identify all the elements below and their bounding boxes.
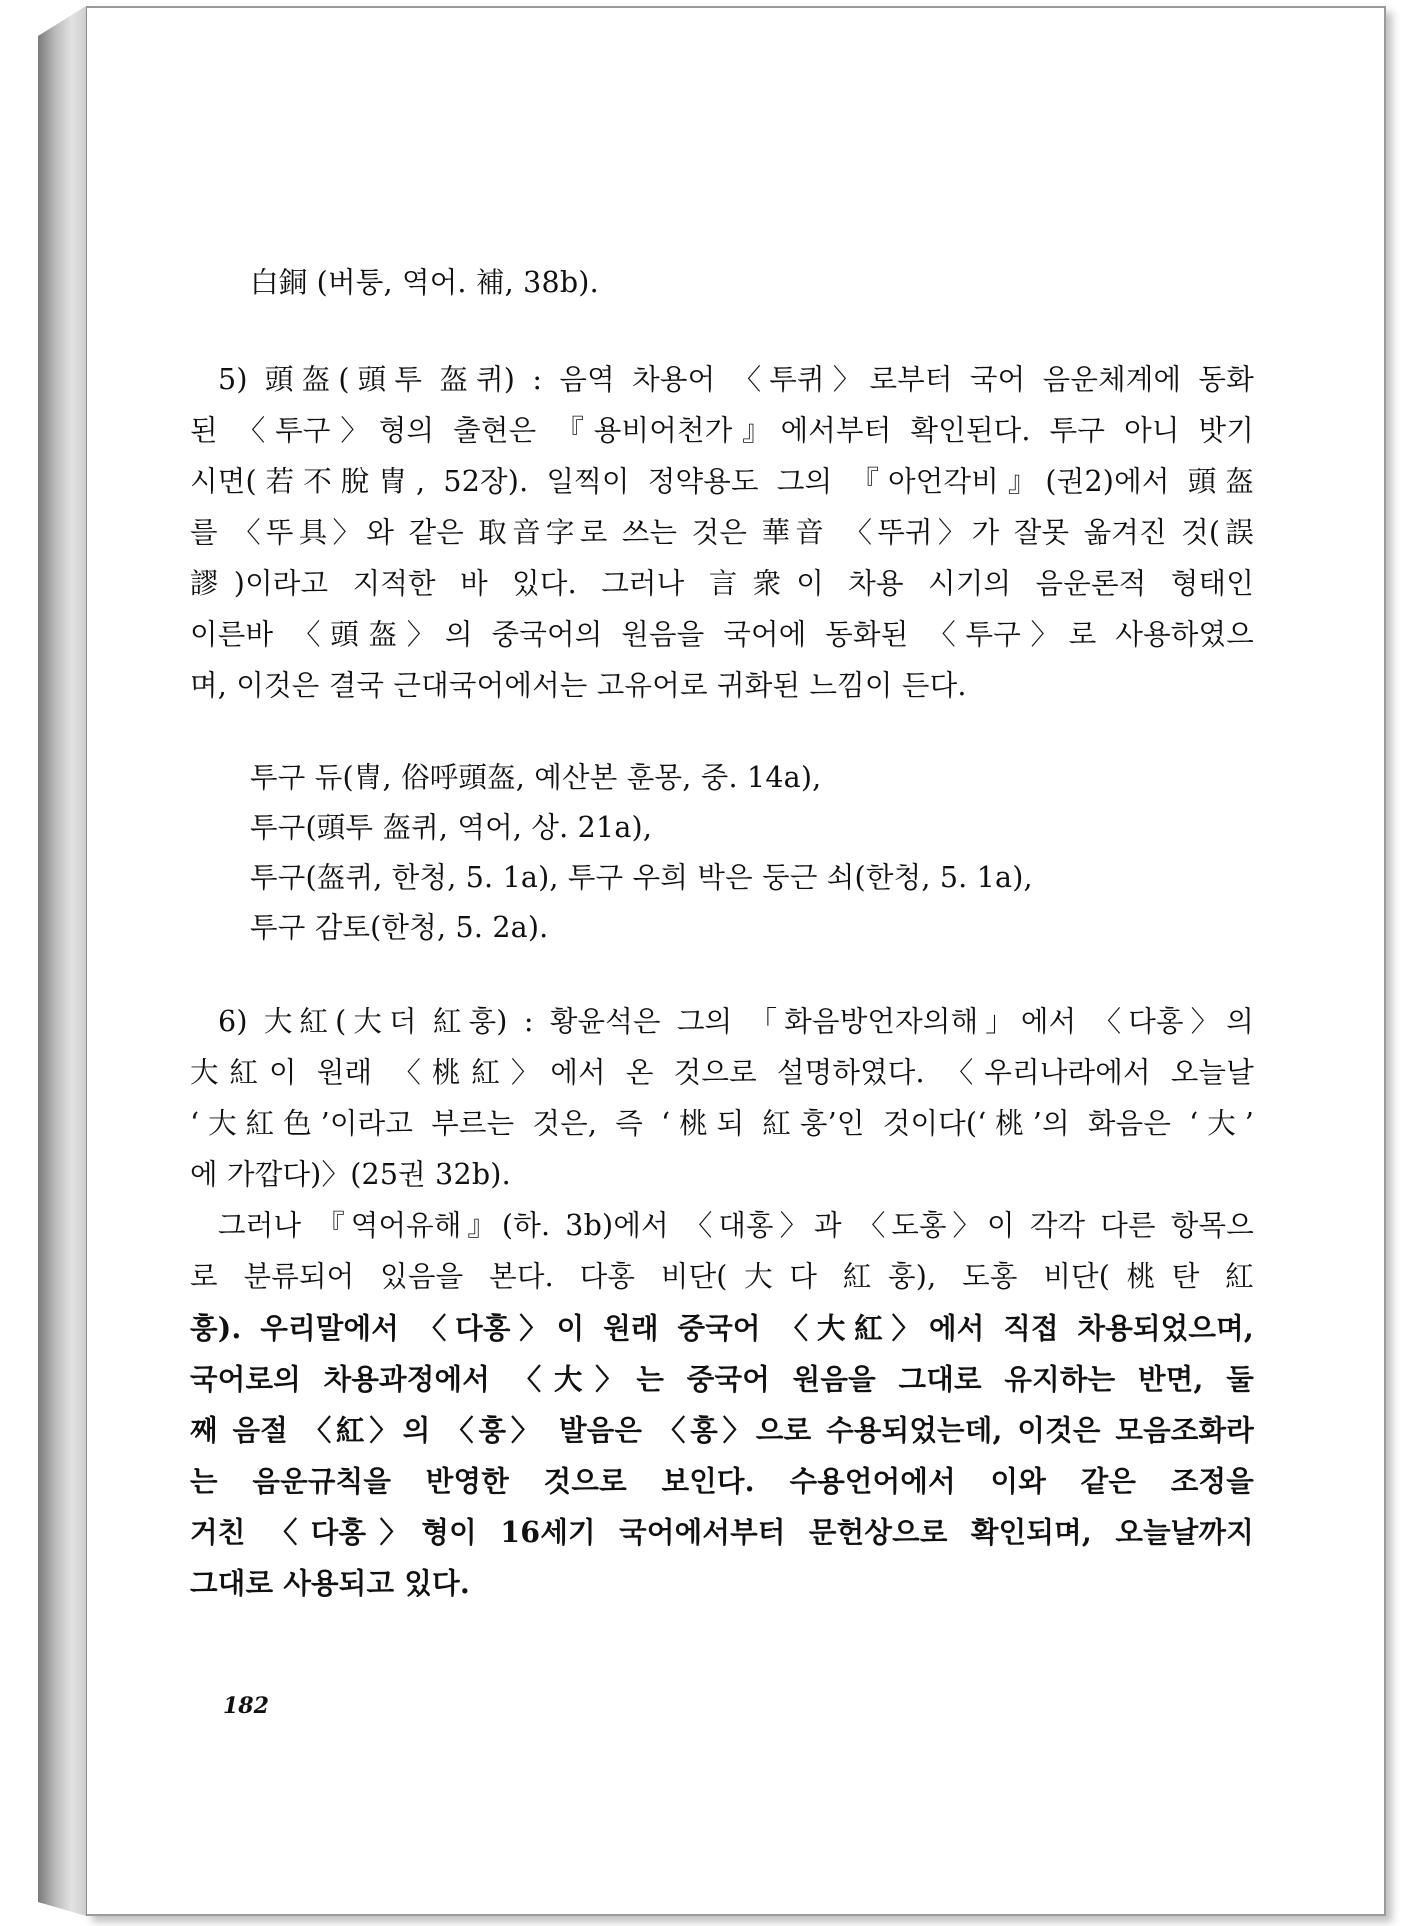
- text-line: 이른바 〈頭盔〉의 중국어의 원음을 국어에 동화된 〈투구〉로 사용하였으: [190, 618, 1254, 651]
- text-line: 그러나 『역어유해』(하. 3b)에서 〈대홍〉과 〈도홍〉이 각각 다른 항목으: [218, 1209, 1254, 1242]
- text-line: 국어로의 차용과정에서 〈大〉는 중국어 원음을 그대로 유지하는 반면, 둘: [190, 1362, 1254, 1396]
- text-line: ‘大紅色’이라고 부르는 것은, 즉 ‘桃되 紅훙’인 것이다(‘桃’의 화음은 ‘大’: [190, 1107, 1254, 1140]
- page-number: 182: [223, 1693, 269, 1719]
- text-line: 시면(若不脫冑, 52장). 일찍이 정약용도 그의 『아언각비』(권2)에서 頭盔: [190, 465, 1254, 498]
- text-line: 훙). 우리말에서 〈다홍〉이 원래 중국어 〈大紅〉에서 직접 차용되었으며,: [190, 1311, 1254, 1345]
- text-line: 투구(頭투 盔퀴, 역어, 상. 21a),: [250, 811, 653, 844]
- text-line: 로 분류되어 있음을 본다. 다홍 비단(大다 紅훙), 도홍 비단(桃탄 紅: [190, 1260, 1254, 1293]
- book-spine: [38, 6, 86, 1916]
- text-line: 를 〈뚜具〉와 같은 取音字로 쓰는 것은 華音 〈뚜귀〉가 잘못 옮겨진 것(誤: [190, 516, 1254, 549]
- text-line: 그대로 사용되고 있다.: [190, 1566, 470, 1600]
- text-line: 에 가깝다)〉(25권 32b).: [190, 1158, 511, 1191]
- text-line: 며, 이것은 결국 근대국어에서는 고유어로 귀화된 느낌이 든다.: [190, 669, 967, 702]
- text-line: 5) 頭盔(頭투 盔퀴) : 음역 차용어 〈투퀴〉로부터 국어 음운체계에 동화: [218, 363, 1254, 396]
- text-line: 된 〈투구〉형의 출현은 『용비어천가』에서부터 확인된다. 투구 아니 밧기: [190, 414, 1254, 447]
- text-line: 는 음운규칙을 반영한 것으로 보인다. 수용언어에서 이와 같은 조정을: [190, 1464, 1254, 1498]
- text-line: 大紅이 원래 〈桃紅〉에서 온 것으로 설명하였다. 〈우리나라에서 오늘날: [190, 1056, 1254, 1089]
- text-line: 투구 감토(한청, 5. 2a).: [250, 911, 549, 944]
- text-line: 6) 大紅(大더 紅훙) : 황윤석은 그의 「화음방언자의해」에서 〈다홍〉의: [218, 1005, 1254, 1038]
- text-line: 謬)이라고 지적한 바 있다. 그러나 言衆이 차용 시기의 음운론적 형태인: [190, 567, 1254, 600]
- text-line: 투구 듀(冑, 俗呼頭盔, 예산본 훈몽, 중. 14a),: [250, 761, 822, 794]
- text-line: 白銅 (버퉁, 역어. 補, 38b).: [250, 266, 599, 299]
- text-line: 거친 〈다홍〉형이 16세기 국어에서부터 문헌상으로 확인되며, 오늘날까지: [190, 1515, 1254, 1549]
- text-line: 투구(盔퀴, 한청, 5. 1a), 투구 우희 박은 둥근 쇠(한청, 5. 1a),: [250, 861, 1033, 894]
- text-line: 째 음절 〈紅〉의 〈훙〉 발음은 〈홍〉으로 수용되었는데, 이것은 모음조화라: [190, 1413, 1254, 1447]
